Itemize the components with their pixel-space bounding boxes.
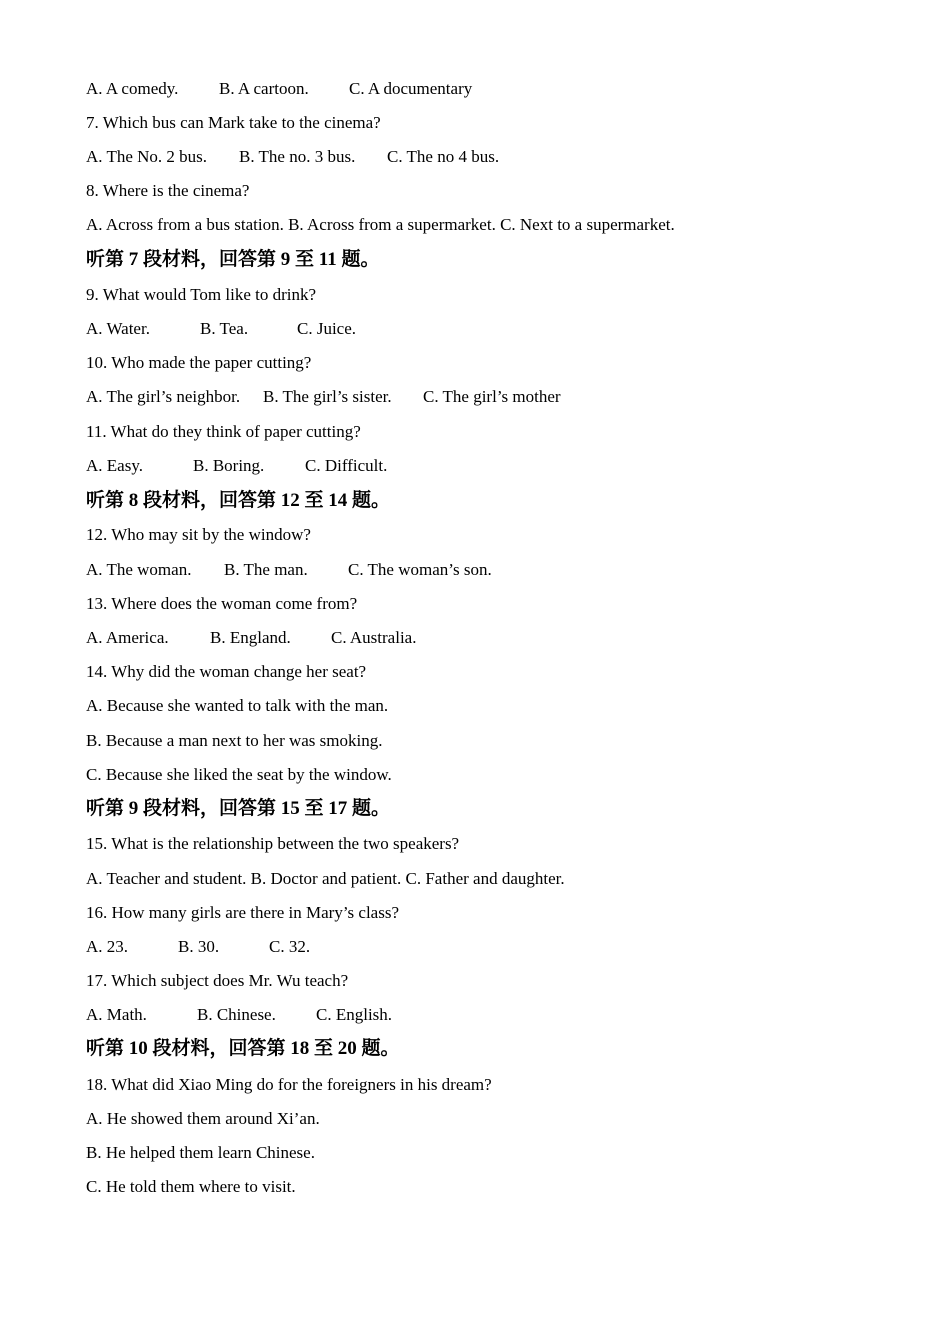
question-text: 12. Who may sit by the window? xyxy=(86,525,311,544)
answer-text: B. Because a man next to her was smoking. xyxy=(86,731,383,750)
answer-option: C. English. xyxy=(316,1005,393,1024)
answer-option: B. A cartoon. xyxy=(219,79,309,98)
answer-option: C. Difficult. xyxy=(305,456,388,475)
answer-option: B. The girl’s sister. xyxy=(263,387,392,406)
section-heading: 听第 8 段材料，回答第 12 至 14 题。 xyxy=(86,490,391,511)
answer-options xyxy=(86,628,786,648)
answer-text: A. Teacher and student. B. Doctor and patient. C. Father and daughter. xyxy=(86,869,565,888)
answer-option: B. Chinese. xyxy=(197,1005,276,1024)
answer-options xyxy=(86,319,786,339)
answer-option: C. The woman’s son. xyxy=(348,560,492,579)
question-text: 7. Which bus can Mark take to the cinema? xyxy=(86,113,381,132)
answer-option: C. 32. xyxy=(269,937,311,956)
section-heading: 听第 7 段材料，回答第 9 至 11 题。 xyxy=(86,249,380,270)
answer-text: A. Because she wanted to talk with the man. xyxy=(86,696,389,715)
answer-option: C. The girl’s mother xyxy=(423,387,561,406)
question-text: 9. What would Tom like to drink? xyxy=(86,285,317,304)
answer-text: C. Because she liked the seat by the window. xyxy=(86,765,392,784)
question-text: 14. Why did the woman change her seat? xyxy=(86,662,367,681)
question-text: 13. Where does the woman come from? xyxy=(86,594,358,613)
question-text: 11. What do they think of paper cutting? xyxy=(86,422,361,441)
answer-text: B. He helped them learn Chinese. xyxy=(86,1143,315,1162)
answer-option: A. Water. xyxy=(86,319,150,338)
answer-option: C. Australia. xyxy=(331,628,417,647)
answer-options xyxy=(86,79,786,99)
answer-option: A. Math. xyxy=(86,1005,147,1024)
answer-option: C. The no 4 bus. xyxy=(387,147,500,166)
answer-text: C. He told them where to visit. xyxy=(86,1177,296,1196)
answer-option: C. A documentary xyxy=(349,79,473,98)
answer-option: A. The woman. xyxy=(86,560,192,579)
answer-option: B. 30. xyxy=(178,937,220,956)
answer-options xyxy=(86,456,786,476)
answer-options xyxy=(86,937,786,957)
answer-option: A. A comedy. xyxy=(86,79,179,98)
question-text: 18. What did Xiao Ming do for the foreigners in his dream? xyxy=(86,1075,492,1094)
answer-option: C. Juice. xyxy=(297,319,357,338)
answer-option: A. 23. xyxy=(86,937,129,956)
question-text: 10. Who made the paper cutting? xyxy=(86,353,312,372)
answer-option: A. The No. 2 bus. xyxy=(86,147,208,166)
section-heading: 听第 9 段材料，回答第 15 至 17 题。 xyxy=(86,798,391,819)
section-heading: 听第 10 段材料，回答第 18 至 20 题。 xyxy=(86,1038,400,1059)
question-text: 16. How many girls are there in Mary’s class? xyxy=(86,903,399,922)
question-text: 8. Where is the cinema? xyxy=(86,181,250,200)
answer-options xyxy=(86,387,786,407)
answer-options xyxy=(86,560,786,580)
question-text: 17. Which subject does Mr. Wu teach? xyxy=(86,971,349,990)
answer-text: A. He showed them around Xi’an. xyxy=(86,1109,320,1128)
question-text: 15. What is the relationship between the two speakers? xyxy=(86,834,460,853)
answer-option: B. The no. 3 bus. xyxy=(239,147,356,166)
answer-text: A. Across from a bus station. B. Across from a supermarket. C. Next to a supermarket. xyxy=(86,215,675,234)
answer-option: B. Boring. xyxy=(193,456,265,475)
answer-option: A. Easy. xyxy=(86,456,143,475)
answer-option: B. Tea. xyxy=(200,319,249,338)
answer-option: B. England. xyxy=(210,628,291,647)
answer-options xyxy=(86,1005,786,1025)
answer-option: A. America. xyxy=(86,628,169,647)
answer-options xyxy=(86,147,786,167)
answer-option: A. The girl’s neighbor. xyxy=(86,387,241,406)
answer-option: B. The man. xyxy=(224,560,308,579)
